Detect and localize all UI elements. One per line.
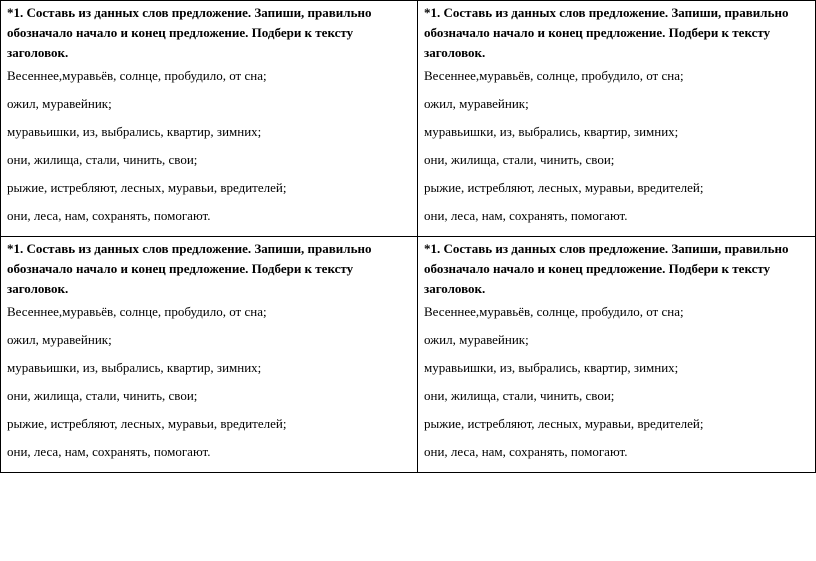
word-line: муравьишки, из, выбрались, квартир, зимних; xyxy=(7,124,262,139)
word-line: ожил, муравейник; xyxy=(424,96,529,111)
word-line: ожил, муравейник; xyxy=(424,332,529,347)
word-line: они, жилища, стали, чинить, свои; xyxy=(424,388,615,403)
word-line: рыжие, истребляют, лесных, муравьи, вредителей; xyxy=(7,416,287,431)
task-instruction: *1. Составь из данных слов предложение. Запиши, правильно обозначало начало и конец предложение. Подбери к тексту заголовок. xyxy=(424,241,789,296)
task-instruction: *1. Составь из данных слов предложение. Запиши, правильно обозначало начало и конец предложение. Подбери к тексту заголовок. xyxy=(7,241,372,296)
task-card-top-left xyxy=(1,1,418,237)
word-line: они, леса, нам, сохранять, помогают. xyxy=(424,208,628,223)
word-line: они, леса, нам, сохранять, помогают. xyxy=(424,444,628,459)
table-row xyxy=(1,1,816,237)
task-instruction: *1. Составь из данных слов предложение. Запиши, правильно обозначало начало и конец предложение. Подбери к тексту заголовок. xyxy=(424,5,789,60)
word-line: муравьишки, из, выбрались, квартир, зимних; xyxy=(7,360,262,375)
task-card-bottom-right xyxy=(418,237,816,473)
task-instruction: *1. Составь из данных слов предложение. Запиши, правильно обозначало начало и конец предложение. Подбери к тексту заголовок. xyxy=(7,5,372,60)
word-line: они, леса, нам, сохранять, помогают. xyxy=(7,444,211,459)
task-card-bottom-left xyxy=(1,237,418,473)
word-line: муравьишки, из, выбрались, квартир, зимних; xyxy=(424,124,679,139)
word-line: рыжие, истребляют, лесных, муравьи, вредителей; xyxy=(424,180,704,195)
task-card-top-right xyxy=(418,1,816,237)
word-line: Весеннее,муравьёв, солнце, пробудило, от сна; xyxy=(424,304,684,319)
word-line: рыжие, истребляют, лесных, муравьи, вредителей; xyxy=(424,416,704,431)
word-line: они, жилища, стали, чинить, свои; xyxy=(7,152,198,167)
word-line: Весеннее,муравьёв, солнце, пробудило, от сна; xyxy=(7,304,267,319)
word-line: ожил, муравейник; xyxy=(7,96,112,111)
table-row xyxy=(1,237,816,473)
word-line: рыжие, истребляют, лесных, муравьи, вредителей; xyxy=(7,180,287,195)
word-line: Весеннее,муравьёв, солнце, пробудило, от сна; xyxy=(7,68,267,83)
word-line: Весеннее,муравьёв, солнце, пробудило, от сна; xyxy=(424,68,684,83)
word-line: муравьишки, из, выбрались, квартир, зимних; xyxy=(424,360,679,375)
word-line: они, леса, нам, сохранять, помогают. xyxy=(7,208,211,223)
word-line: они, жилища, стали, чинить, свои; xyxy=(7,388,198,403)
word-line: ожил, муравейник; xyxy=(7,332,112,347)
word-line: они, жилища, стали, чинить, свои; xyxy=(424,152,615,167)
